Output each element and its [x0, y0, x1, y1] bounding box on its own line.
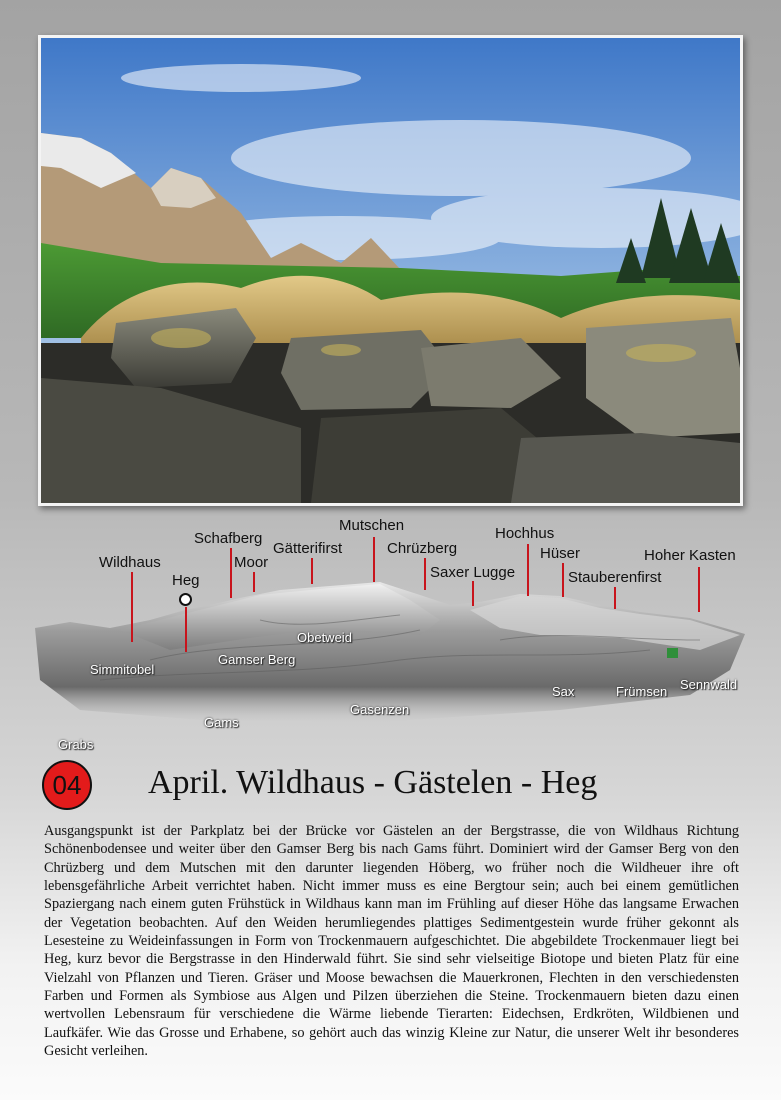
marker-line-hoher-kasten — [698, 567, 700, 612]
place-label-gams: Gams — [204, 715, 239, 730]
place-label-obetweid: Obetweid — [297, 630, 352, 645]
marker-line-chruzberg — [424, 558, 426, 590]
peak-label-moor: Moor — [234, 554, 269, 571]
peak-label-heg: Heg — [172, 572, 200, 589]
marker-line-huser — [562, 563, 564, 597]
marker-line-hochhus — [527, 544, 529, 596]
heg-location-marker — [179, 593, 192, 606]
marker-line-heg — [185, 607, 187, 652]
peak-label-mutschen: Mutschen — [339, 517, 405, 534]
peak-label-huser: Hüser — [540, 545, 581, 562]
page-title: April. Wildhaus - Gästelen - Heg — [148, 764, 598, 801]
peak-label-wildhaus: Wildhaus — [99, 554, 161, 571]
marker-line-gatterifirst — [311, 558, 313, 584]
place-label-sennwald: Sennwald — [680, 677, 738, 692]
panorama-map — [0, 510, 781, 760]
place-label-sax: Sax — [552, 684, 575, 699]
peak-label-saxer-lugge: Saxer Lugge — [430, 564, 516, 581]
marker-line-saxer-lugge — [472, 581, 474, 606]
marker-line-schafberg — [230, 548, 232, 598]
place-label-gasenzen: Gasenzen — [350, 702, 410, 717]
place-label-gamser-berg: Gamser Berg — [218, 652, 296, 667]
peak-label-hochhus: Hochhus — [495, 525, 555, 542]
article-body: Ausgangspunkt ist der Parkplatz bei der Brücke vor Gästelen an der Bergstrasse, die von Wildhaus Richtung Schönenbodensee und weiter über den Gamser Berg bis nach Gams führt. Dominiert wird der Gamser Berg von den Chrüzberg und dem Mutschen mit den darunter liegenden Höberg, wo früher noch die Wildheuer ihre oft lebensgefährliche Arbeit verrichtet haben. Nicht immer muss es eine Bergtour sein; auch bei einem gemütlichen Spaziergang nach einem guten Frühstück in Wildhaus kann man im Frühling auf dieser Höhe das langsame Erwachen der Vegetation beobachten. Auf den Weiden herumliegendes plattiges Sedimentgestein wurde früher gekonnt als Lesesteine zu Weideinfassungen in Form von Trockenmauern aufgeschichtet. Die abgebildete Trockenmauer liegt bei Heg, kurz bevor die Bergstrasse in den Hinderwald führt. Sie sind sehr vielseitige Biotope und bieten Platz für eine Vielzahl von Pflanzen und Tieren. Gräser und Moose bewachsen die Mauerkronen, Flechten in den verschiedensten Farben und Formen als Symbiose aus Algen und Pilzen überziehen die Steine. Trockenmauern bieten dazu einen wertvollen Lebensraum für verschiedene die Wärme liebende Tierarten: Eidechsen, Erdkröten, Wildbienen und Laufkäfer. Wie das Grosse und Erhabene, so gehört auch das winzig Kleine zur Natur, die unserer Welt ihr besonderes Gesicht verleihen. — [44, 823, 739, 1060]
photo-frame — [38, 35, 743, 506]
landscape-photo — [41, 38, 740, 503]
peak-label-stauberenfirst: Stauberenfirst — [568, 569, 662, 586]
chapter-number-badge: 04 — [42, 760, 92, 810]
marker-line-moor — [253, 572, 255, 592]
place-label-simmitobel: Simmitobel — [90, 662, 155, 677]
marker-line-mutschen — [373, 537, 375, 582]
peak-label-gatterifirst: Gätterifirst — [273, 540, 343, 557]
marker-line-wildhaus — [131, 572, 133, 642]
place-label-frumsen: Frümsen — [616, 684, 668, 699]
peak-label-schafberg: Schafberg — [194, 530, 263, 547]
marker-line-stauberenfirst — [614, 587, 616, 609]
peak-label-chruzberg: Chrüzberg — [387, 540, 458, 557]
place-label-grabs: Grabs — [58, 737, 94, 752]
peak-label-hoher-kasten: Hoher Kasten — [644, 547, 736, 564]
